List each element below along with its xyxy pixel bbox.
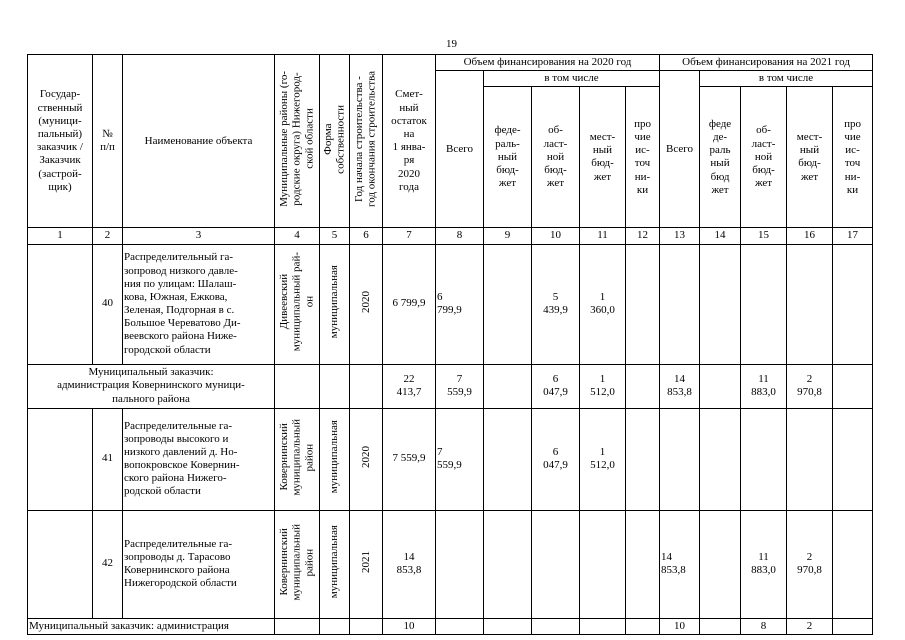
header-including-2020: в том числе — [484, 71, 660, 87]
other-2021 — [833, 408, 873, 510]
column-numbers-row — [28, 228, 873, 244]
header-local-2021: мест- ный бюд- жет — [787, 87, 833, 228]
district: Ковернинский муниципальный район — [275, 408, 320, 510]
local-2021: 2 970,8 — [787, 510, 833, 618]
federal-2021 — [700, 408, 741, 510]
local-2021 — [787, 244, 833, 364]
ownership: муниципальная — [320, 408, 350, 510]
header-ownership: Форма собственности — [320, 55, 350, 228]
regional-2021 — [741, 408, 787, 510]
total-2020: 6 799,9 — [436, 244, 484, 364]
col-num: 16 — [787, 228, 833, 244]
last-balance: 10 — [383, 618, 436, 634]
regional-2020: 6 047,9 — [532, 408, 580, 510]
financing-table — [27, 54, 873, 635]
table-row — [28, 510, 873, 618]
local-2021 — [787, 408, 833, 510]
header-districts: Муниципальные районы (го- родские округа) Нижегород- ской области — [275, 55, 320, 228]
subtotal-total-2021: 14 853,8 — [660, 364, 700, 408]
table-row — [28, 408, 873, 510]
col-num: 15 — [741, 228, 787, 244]
row-num: 40 — [93, 244, 123, 364]
other-2020 — [626, 408, 660, 510]
col-num: 6 — [350, 228, 383, 244]
local-2020: 1 360,0 — [580, 244, 626, 364]
col-num: 11 — [580, 228, 626, 244]
local-2020: 1 512,0 — [580, 408, 626, 510]
subtotal-balance: 22 413,7 — [383, 364, 436, 408]
col-num: 2 — [93, 228, 123, 244]
col-num: 1 — [28, 228, 93, 244]
subtotal-total-2020: 7 559,9 — [436, 364, 484, 408]
total-2020 — [436, 510, 484, 618]
object-name: Распределительные га- зопроводы высокого и низкого давлений д. Но- вопокровское Ковернин- ского района Нижего- родской области — [123, 408, 275, 510]
other-2021 — [833, 244, 873, 364]
header-local-2020: мест- ный бюд- жет — [580, 87, 626, 228]
balance: 14 853,8 — [383, 510, 436, 618]
object-name: Распределительные га- зопроводы д. Тарасово Ковернинского района Нижегородской области — [123, 510, 275, 618]
subtotal-local-2021: 2 970,8 — [787, 364, 833, 408]
row-num: 41 — [93, 408, 123, 510]
subtotal-row — [28, 364, 873, 408]
ownership: муниципальная — [320, 244, 350, 364]
col-num: 9 — [484, 228, 532, 244]
federal-2021 — [700, 510, 741, 618]
header-fin-2020: Объем финансирования на 2020 год — [436, 55, 660, 71]
header-fin-2021: Объем финансирования на 2021 год — [660, 55, 873, 71]
header-federal-2020: феде- раль- ный бюд- жет — [484, 87, 532, 228]
header-num: № п/п — [93, 55, 123, 228]
total-2021: 14 853,8 — [660, 510, 700, 618]
other-2020 — [626, 244, 660, 364]
regional-2021 — [741, 244, 787, 364]
header-customer: Государ- ственный (муници- пальный) заказчик / Заказчик (застрой- щик) — [28, 55, 93, 228]
subtotal-regional-2020: 6 047,9 — [532, 364, 580, 408]
header-years: Год начала строительства - год окончания строительства — [350, 55, 383, 228]
header-regional-2020: об- ласт- ной бюд- жет — [532, 87, 580, 228]
col-num: 4 — [275, 228, 320, 244]
header-federal-2021: феде де- раль ный бюд жет — [700, 87, 741, 228]
total-2020: 7 559,9 — [436, 408, 484, 510]
balance: 7 559,9 — [383, 408, 436, 510]
col-num: 14 — [700, 228, 741, 244]
col-num: 3 — [123, 228, 275, 244]
object-name: Распределительный га- зопровод низкого давле- ния по улицам: Шалаш- кова, Южная, Ежкова, Зеленая, Подгорная в с. Большое Череватово Ди- веевского района Ниже- городской области — [123, 244, 275, 364]
header-regional-2021: об- ласт- ной бюд- жет — [741, 87, 787, 228]
row-num: 42 — [93, 510, 123, 618]
header-other-2020: про чие ис- точ ни- ки — [626, 87, 660, 228]
subtotal-label: Муниципальный заказчик: администрация Ковернинского муници- пального района — [28, 364, 275, 408]
regional-2020: 5 439,9 — [532, 244, 580, 364]
customer-cell — [28, 244, 93, 364]
local-2020 — [580, 510, 626, 618]
district: Ковернинский муниципальный район — [275, 510, 320, 618]
years: 2020 — [350, 244, 383, 364]
regional-2020 — [532, 510, 580, 618]
last-subtotal-label: Муниципальный заказчик: администрация — [28, 618, 275, 634]
last-regional-2021: 8 — [741, 618, 787, 634]
last-subtotal-row — [28, 618, 873, 634]
federal-2020 — [484, 408, 532, 510]
total-2021 — [660, 408, 700, 510]
years: 2020 — [350, 408, 383, 510]
customer-cell — [28, 510, 93, 618]
header-other-2021: про чие ис- точ ни- ки — [833, 87, 873, 228]
col-num: 8 — [436, 228, 484, 244]
col-num: 10 — [532, 228, 580, 244]
years: 2021 — [350, 510, 383, 618]
federal-2020 — [484, 510, 532, 618]
ownership: муниципальная — [320, 510, 350, 618]
federal-2021 — [700, 244, 741, 364]
header-object-name: Наименование объекта — [123, 55, 275, 228]
subtotal-local-2020: 1 512,0 — [580, 364, 626, 408]
federal-2020 — [484, 244, 532, 364]
total-2021 — [660, 244, 700, 364]
header-including-2021: в том числе — [700, 71, 873, 87]
last-total-2021: 10 — [660, 618, 700, 634]
header-balance: Смет- ный остаток на 1 янва- ря 2020 года — [383, 55, 436, 228]
other-2021 — [833, 510, 873, 618]
other-2020 — [626, 510, 660, 618]
last-local-2021: 2 — [787, 618, 833, 634]
balance: 6 799,9 — [383, 244, 436, 364]
header-total-2020: Всего — [436, 71, 484, 228]
col-num: 13 — [660, 228, 700, 244]
table-row — [28, 244, 873, 364]
subtotal-regional-2021: 11 883,0 — [741, 364, 787, 408]
col-num: 7 — [383, 228, 436, 244]
header-row-1 — [28, 55, 873, 71]
district: Дивеевский муниципальный рай- он — [275, 244, 320, 364]
col-num: 5 — [320, 228, 350, 244]
col-num: 12 — [626, 228, 660, 244]
col-num: 17 — [833, 228, 873, 244]
regional-2021: 11 883,0 — [741, 510, 787, 618]
customer-cell — [28, 408, 93, 510]
page-number: 19 — [446, 38, 457, 50]
header-total-2021: Всего — [660, 71, 700, 228]
